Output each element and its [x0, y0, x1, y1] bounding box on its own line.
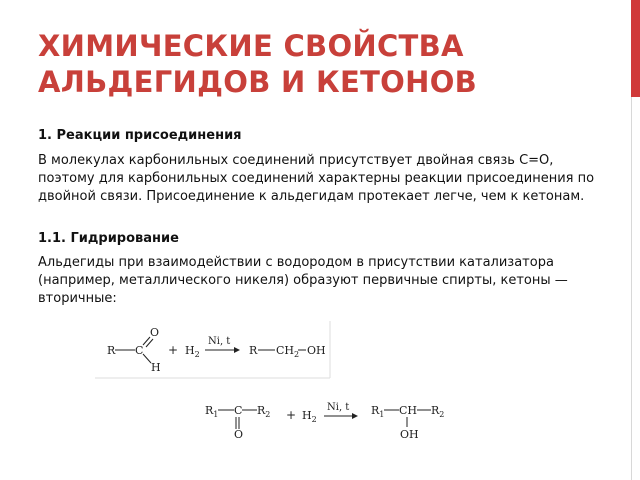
carbon-atom: C — [234, 404, 243, 417]
oxygen-atom: O — [234, 428, 244, 441]
bond-c-h — [143, 354, 151, 363]
product-r-group: R — [249, 344, 258, 357]
catalyst-label: Ni, t — [208, 336, 231, 347]
hydrogen-molecule: $H_2$ — [185, 344, 200, 359]
methine-group: CH — [399, 404, 418, 417]
slide-title — [38, 28, 477, 100]
section-heading-hydrogenation: 1.1. Гидрирование — [38, 231, 179, 246]
aldehyde-hydrogenation-scheme — [95, 321, 335, 381]
hydrogen-atom: H — [151, 361, 161, 374]
section-text-addition: В молекулах карбонильных соединений присутствует двойная связь С=О, поэтому для карбонильных соединений характерны реакции присоединения по двойной связи. Присоединение к альдегидам протекает легче, чем к кетонам. — [38, 153, 595, 204]
r2-group: $R_2$ — [257, 404, 271, 419]
hydrogen-molecule: $H_2$ — [302, 409, 317, 424]
accent-line — [631, 97, 632, 480]
r1-group: $R_1$ — [205, 404, 219, 419]
section-text-hydrogenation: Альдегиды при взаимодействии с водородом в присутствии катализатора (например, металлического никеля) образуют первичные спирты, кетоны — вторичные: — [38, 255, 568, 306]
title-line-2: АЛЬДЕГИДОВ И КЕТОНОВ — [38, 65, 478, 99]
plus-sign: + — [168, 343, 179, 357]
r-group: R — [107, 344, 116, 357]
plus-sign: + — [286, 408, 297, 422]
catalyst-label: Ni, t — [327, 402, 350, 413]
product-r1-group: $R_1$ — [371, 404, 385, 419]
title-line-1: ХИМИЧЕСКИЕ СВОЙСТВА — [38, 29, 464, 63]
accent-bar — [631, 0, 640, 97]
section-heading-addition: 1. Реакции присоединения — [38, 128, 242, 143]
hydroxyl-group: OH — [400, 428, 419, 441]
methylene-group: $CH_2$ — [276, 344, 300, 359]
ketone-hydrogenation-scheme — [200, 398, 460, 448]
hydroxyl-group: OH — [307, 344, 326, 357]
reaction-arrow-head — [352, 413, 358, 419]
oxygen-atom: O — [150, 326, 160, 339]
carbon-atom: C — [135, 344, 144, 357]
product-r2-group: $R_2$ — [431, 404, 445, 419]
reaction-arrow-head — [234, 347, 240, 353]
